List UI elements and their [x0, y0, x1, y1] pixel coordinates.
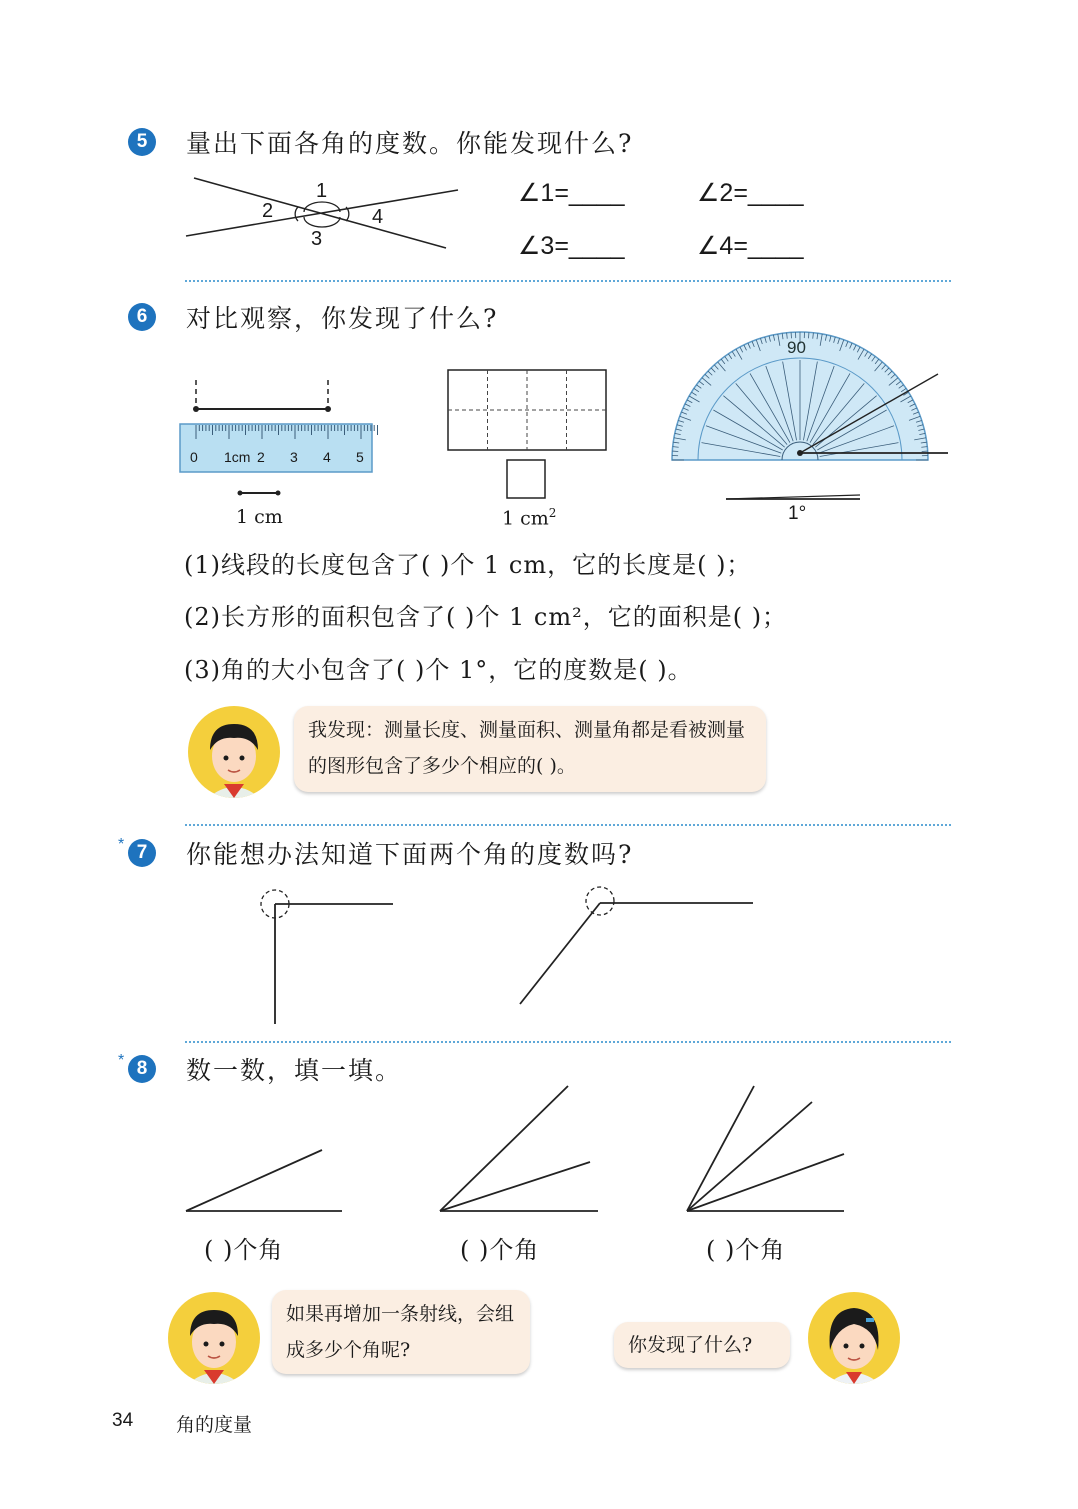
question-6-text: 对比观察，你发现了什么?	[186, 304, 499, 333]
question-number-5: 5	[128, 128, 156, 156]
angle-label-2: 2	[262, 200, 274, 222]
q8-left-speech-bubble: 如果再增加一条射线，会组成多少个角呢?	[272, 1290, 530, 1374]
chapter-title: 角的度量	[176, 1414, 253, 1436]
answer-angle-1[interactable]: ∠1=____	[518, 179, 625, 207]
ruler-tick-2: 2	[257, 449, 265, 465]
angle-label-3: 3	[311, 228, 323, 250]
question-number-8: 8	[128, 1055, 156, 1083]
grid-rectangle-figure	[446, 368, 610, 502]
q8-right-speech-bubble: 你发现了什么?	[614, 1322, 790, 1368]
boy-avatar	[188, 706, 280, 798]
question-number-6: 6	[128, 303, 156, 331]
q8-blank-2[interactable]: ( )个角	[460, 1236, 540, 1264]
question-8-text: 数一数，填一填。	[186, 1056, 403, 1085]
angle-label-1: 1	[316, 180, 328, 202]
angle-label-4: 4	[372, 206, 384, 228]
ruler-tick-5: 5	[356, 449, 364, 465]
ruler-tick-4: 4	[323, 449, 331, 465]
divider	[185, 1041, 951, 1043]
boy-avatar	[168, 1292, 260, 1384]
ruler-tick-1cm: 1cm	[224, 449, 251, 465]
q6-speech-bubble: 我发现：测量长度、测量面积、测量角都是看被测量的图形包含了多少个相应的( )。	[294, 706, 766, 792]
question-number-7: 7	[128, 839, 156, 867]
divider	[185, 824, 951, 826]
optional-star: *	[118, 1052, 125, 1069]
answer-angle-4[interactable]: ∠4=____	[697, 232, 804, 260]
ruler-tick-0: 0	[190, 449, 198, 465]
page-number: 34	[112, 1410, 134, 1431]
q6-statement-1: (1)线段的长度包含了( )个 1 cm，它的长度是( )；	[184, 551, 752, 579]
question-5-text: 量出下面各角的度数。你能发现什么?	[186, 129, 634, 158]
q8-angles-figure	[180, 1080, 860, 1220]
protractor-figure	[668, 322, 958, 472]
divider	[185, 280, 951, 282]
ruler-figure	[176, 378, 376, 478]
unit-angle-figure	[724, 492, 864, 502]
protractor-90-label: 90	[787, 338, 806, 357]
girl-avatar	[808, 1292, 900, 1384]
unit-segment	[236, 486, 282, 500]
ruler-tick-3: 3	[290, 449, 298, 465]
unit-area-label: 1 $cm^2$	[502, 506, 557, 530]
q7-angles-figure	[250, 882, 770, 1032]
question-7-text: 你能想办法知道下面两个角的度数吗?	[186, 840, 634, 869]
unit-angle-label: 1°	[788, 503, 807, 524]
q6-statement-3: (3)角的大小包含了( )个 1°，它的度数是( )。	[184, 656, 693, 684]
q8-blank-1[interactable]: ( )个角	[204, 1236, 284, 1264]
answer-angle-3[interactable]: ∠3=____	[518, 232, 625, 260]
unit-length-label: 1 cm	[236, 506, 283, 528]
q8-blank-3[interactable]: ( )个角	[706, 1236, 786, 1264]
answer-angle-2[interactable]: ∠2=____	[697, 179, 804, 207]
optional-star: *	[118, 836, 125, 853]
q6-statement-2: (2)长方形的面积包含了( )个 1 cm²，它的面积是( )；	[184, 603, 788, 631]
